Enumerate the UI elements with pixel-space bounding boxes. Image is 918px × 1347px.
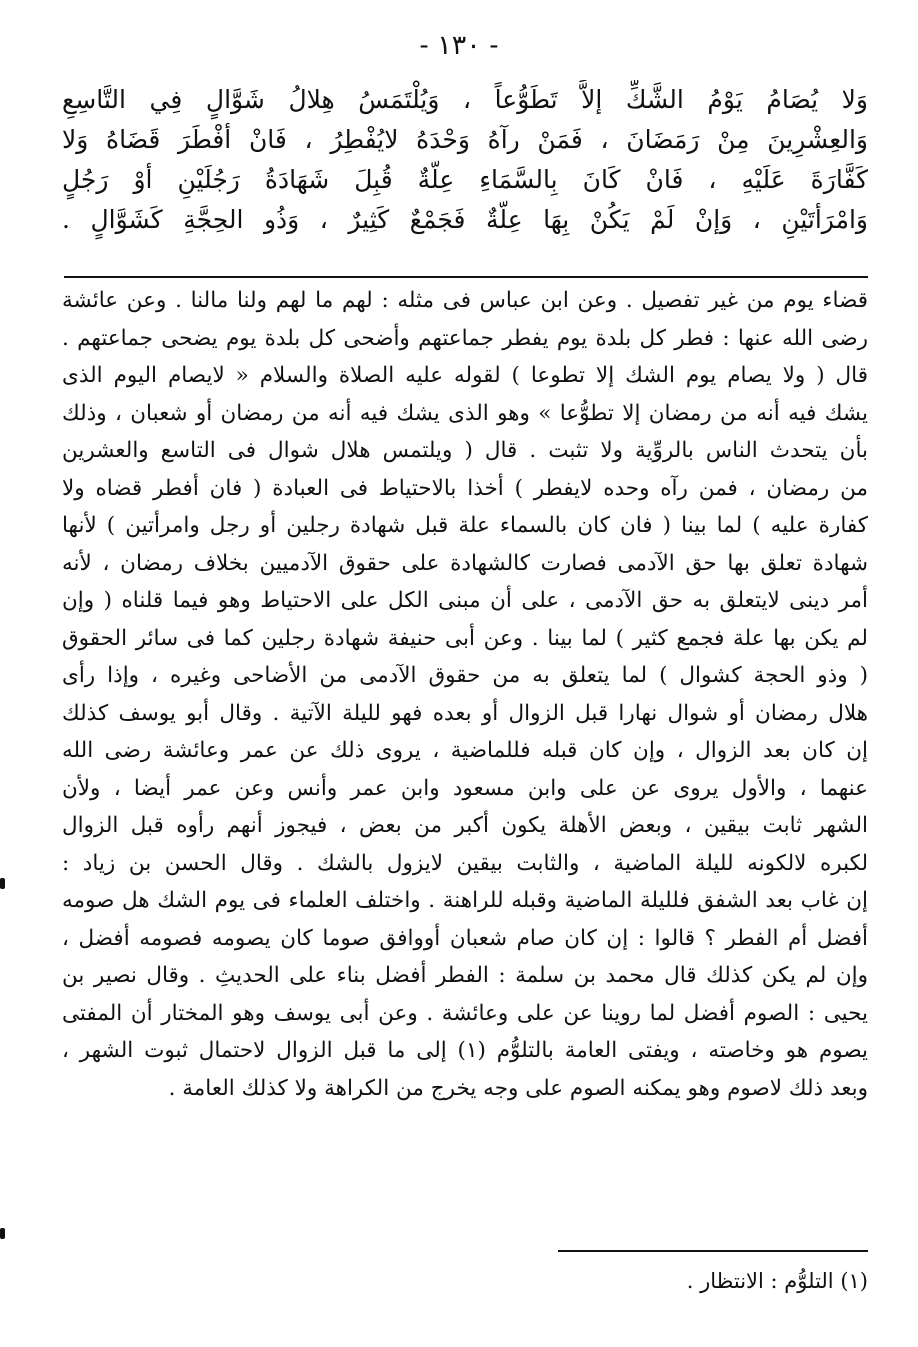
footnote-rule	[558, 1250, 868, 1252]
main-text-line: وَامْرَأتَيْنِ ، وَإنْ لَمْ يَكُنْ بِهَا عِلَّةٌ فَجَمْعٌ كَثِيرٌ ، وَذُو الحِجَّةِ كَشَوَّالٍ .	[62, 205, 868, 234]
commentary-line: يحيى : الصوم أفضل لما روينا عن على وعائشة . وعن أبى يوسف وهو المختار أن المفتى	[62, 1000, 868, 1026]
commentary-line: هلال رمضان أو شوال نهارا قبل الزوال أو بعده فهو لليلة الآتية . وقال أبو يوسف كذلك	[62, 700, 868, 726]
commentary-line: يصوم هو وخاصته ، ويفتى العامة بالتلوُّم (١) إلى ما قبل الزوال لاحتمال ثبوت الشهر ،	[62, 1038, 868, 1063]
commentary-line: رضى الله عنها : فطر كل بلدة يوم يفطر جماعتهم وأضحى كل بلدة يوم يضحى جماعتهم .	[62, 325, 868, 351]
commentary-line: الشهر ثابت بيقين ، وبعض الأهلة يكون أكبر من بعض ، فيجوز أنهم رأوه قبل الزوال	[62, 813, 868, 838]
page-number: - ١٣٠ -	[419, 30, 499, 61]
footnote: (١) التلوُّم : الانتظار .	[686, 1269, 868, 1293]
commentary-line: أفضل أم الفطر ؟ قالوا : إن كان صام شعبان أووافق صوما كان يصومه فصومه أفضل ،	[62, 925, 868, 951]
commentary-line: وإن لم يكن كذلك قال محمد بن سلمة : الفطر أفضل بناء على الحديثِ . وقال نصير بن	[62, 963, 868, 988]
commentary-line: وبعد ذلك لاصوم وهو يمكنه الصوم على وجه يخرج من الكراهة ولا كذلك العامة .	[168, 1075, 868, 1101]
main-text-line: كَفَّارَةَ عَلَيْهِ ، فَانْ كَانَ بِالسَّمَاءِ عِلَّةٌ قُبِلَ شَهَادَةُ رَجُلَيْنِ أوْ رَجُلٍ	[62, 165, 868, 194]
commentary-line: قضاء يوم من غير تفصيل . وعن ابن عباس فى مثله : لهم ما لهم ولنا مالنا . وعن عائشة	[62, 288, 868, 313]
commentary-line: عنهما ، والأول يروى عن على وابن مسعود وابن عمر وأنس وعن عمر أيضا ، ولأن	[62, 775, 868, 801]
main-text-line: وَلا يُصَامُ يَوْمُ الشَّكِّ إلاَّ تَطَوُّعاً ، وَيُلْتَمَسُ هِلالُ شَوَّالٍ فِي التَّاسِعِ	[62, 85, 868, 114]
section-divider	[64, 276, 868, 278]
commentary-line: إن كان بعد الزوال ، وإن كان قبله فللماضية ، يروى ذلك عن عمر وعائشة رضى الله	[62, 738, 868, 763]
commentary-line: بأن يتحدث الناس بالروِّية ولا تثبت . قال ( ويلتمس هلال شوال فى التاسع والعشرين	[62, 438, 868, 463]
commentary-line: لكبره لالكونه لليلة الماضية ، والثابت بيقين لايزول بالشك . وقال الحسن بن زياد :	[62, 850, 868, 876]
commentary-line: لم يكن بها علة فجمع كثير ) لما بينا . وعن أبى حنيفة شهادة رجلين كما فى سائر الحقوق	[62, 625, 868, 651]
commentary-line: شهادة تعلق بها حق الآدمى فصارت كالشهادة على حقوق الآدميين بخلاف رمضان ، لأنه	[62, 550, 868, 576]
commentary-line: كفارة عليه ) لما بينا ( فان كان بالسماء علة قبل شهادة رجلين أو رجل وامرأتين ) لأنها	[62, 513, 868, 538]
commentary-line: أمر دينى لايتعلق به حق الآدمى ، على أن مبنى الكل على الاحتياط وهو فيما قلناه ( وإن	[62, 588, 868, 613]
commentary-line: ( وذو الحجة كشوال ) لما يتعلق به من حقوق الآدمى من الأضاحى وغيره ، وإذا رأى	[62, 663, 868, 688]
page-edge-mark	[0, 1228, 5, 1239]
commentary-block	[62, 282, 868, 1107]
commentary-line: إن غاب بعد الشفق فلليلة الماضية وقبله للراهنة . واختلف العلماء فى يوم الشك هل صومه	[62, 888, 868, 913]
commentary-line: من رمضان ، فمن رآه وحده لايفطر ) أخذا بالاحتياط فى العبادة ( فان أفطر قضاه ولا	[62, 475, 868, 501]
page-edge-mark	[0, 878, 5, 889]
commentary-line: قال ( ولا يصام يوم الشك إلا تطوعا ) لقوله عليه الصلاة والسلام « لايصام اليوم الذى	[62, 363, 868, 388]
commentary-line: يشك فيه أنه من رمضان إلا تطوُّعا » وهو الذى يشك فيه أنه من رمضان أو شعبان ، وذلك	[62, 400, 868, 426]
main-text-block	[62, 80, 868, 240]
main-text-line: وَالعِشْرِينَ مِنْ رَمَضَانَ ، فَمَنْ رآهُ وَحْدَهُ لايُفْطِرُ ، فَانْ أفْطَرَ قَضَاهُ وَلا	[62, 125, 868, 154]
